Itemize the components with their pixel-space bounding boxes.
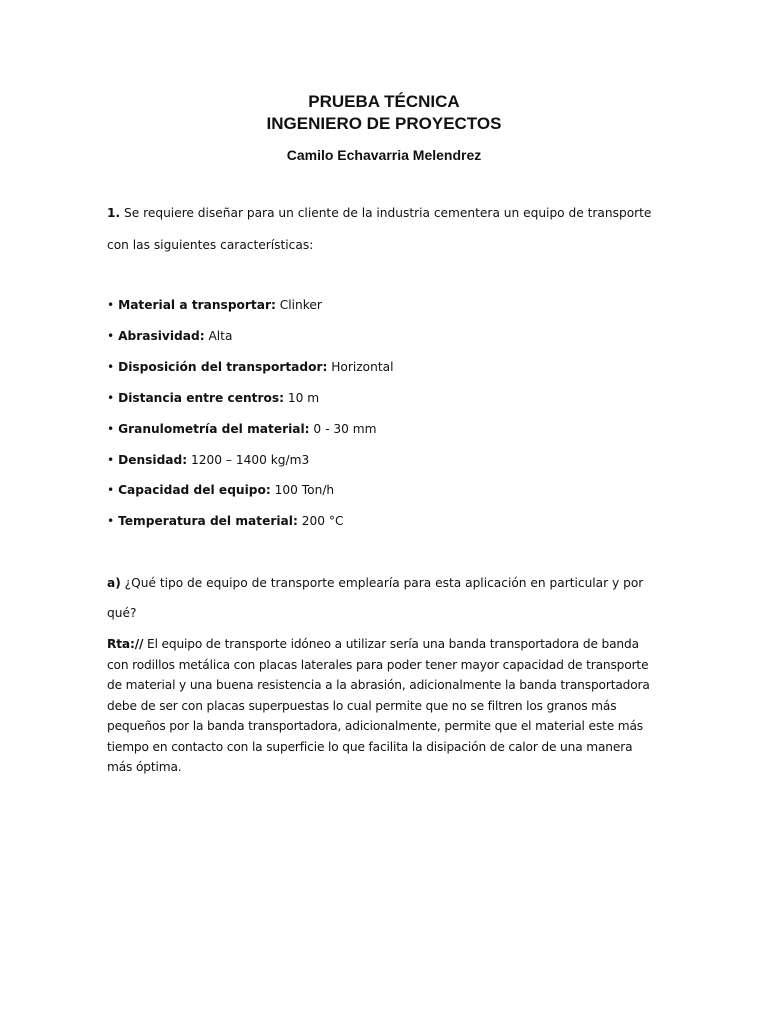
list-item — [107, 513, 343, 530]
answer-text: El equipo de transporte idóneo a utilizar sería una banda transportadora de banda — [143, 637, 639, 651]
characteristic-label: Granulometría del material: — [118, 422, 310, 436]
bullet: • — [107, 422, 119, 436]
characteristic-value: 200 °C — [297, 514, 344, 528]
characteristic-label: Densidad: — [118, 453, 188, 467]
characteristic-value: Alta — [204, 329, 233, 343]
characteristic-label: Distancia entre centros: — [118, 391, 285, 405]
list-item — [107, 359, 394, 376]
answer-label: Rta:// — [107, 637, 144, 651]
question-a-label: a) — [107, 576, 121, 590]
answer-line: con rodillos metálica con placas laterales para poder tener mayor capacidad de transporte — [107, 658, 649, 672]
question-1-line1 — [107, 205, 651, 222]
characteristic-value: 10 m — [284, 391, 320, 405]
characteristic-label: Capacidad del equipo: — [118, 483, 271, 497]
question-number: 1. — [107, 206, 121, 220]
characteristic-label: Abrasividad: — [118, 329, 205, 343]
list-item — [107, 482, 334, 499]
document-title-line1: PRUEBA TÉCNICA — [308, 92, 460, 111]
bullet: • — [107, 483, 119, 497]
characteristic-label: Disposición del transportador: — [118, 360, 328, 374]
answer-line: de material y una buena resistencia a la abrasión, adicionalmente la banda transportadora — [107, 678, 650, 692]
bullet: • — [107, 453, 119, 467]
question-1-line2: con las siguientes características: — [107, 238, 314, 252]
characteristic-label: Material a transportar: — [118, 298, 276, 312]
characteristic-value: 100 Ton/h — [270, 483, 335, 497]
characteristic-value: 0 - 30 mm — [309, 422, 377, 436]
answer-line: más óptima. — [107, 760, 182, 774]
bullet: • — [107, 360, 119, 374]
bullet: • — [107, 514, 119, 528]
list-item — [107, 390, 319, 407]
list-item — [107, 328, 232, 345]
list-item — [107, 297, 322, 314]
bullet: • — [107, 329, 119, 343]
bullet: • — [107, 391, 119, 405]
bullet: • — [107, 298, 119, 312]
characteristic-label: Temperatura del material: — [118, 514, 298, 528]
question-a-line1 — [107, 575, 643, 592]
question-a-text: ¿Qué tipo de equipo de transporte emplearía para esta aplicación en particular y por — [120, 576, 644, 590]
characteristic-value: 1200 – 1400 kg/m3 — [187, 453, 310, 467]
characteristic-value: Horizontal — [327, 360, 394, 374]
answer-line: tiempo en contacto con la superficie lo que facilita la disipación de calor de una manera — [107, 740, 633, 754]
answer-line: pequeños por la banda transportadora, adicionalmente, permite que el material este más — [107, 719, 644, 733]
author-name: Camilo Echavarria Melendrez — [286, 147, 482, 163]
answer-line: debe de ser con placas superpuestas lo cual permite que no se filtren los granos más — [107, 699, 617, 713]
document-title-line2: INGENIERO DE PROYECTOS — [266, 114, 502, 133]
question-1-text: Se requiere diseñar para un cliente de la industria cementera un equipo de transporte — [120, 206, 652, 220]
answer-line — [107, 636, 639, 653]
question-a-line2: qué? — [107, 606, 137, 620]
list-item — [107, 421, 376, 438]
characteristic-value: Clinker — [275, 298, 322, 312]
list-item — [107, 452, 309, 469]
